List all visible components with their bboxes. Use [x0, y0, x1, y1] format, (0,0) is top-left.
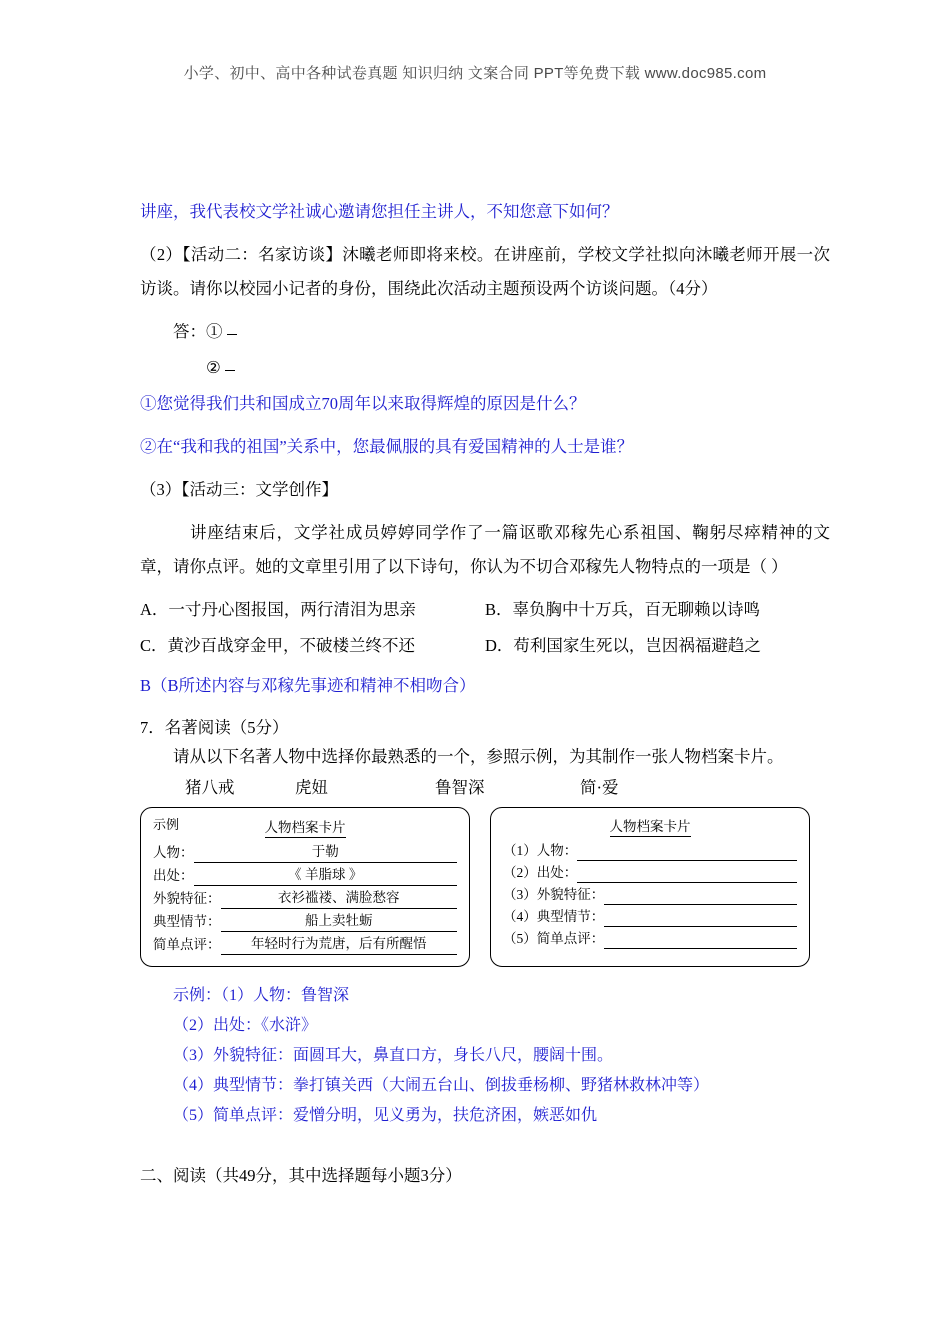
- card-sample-label-comment: 简单点评：: [153, 937, 221, 952]
- card-sample-value-person: 于勒: [194, 841, 458, 863]
- card-sample-label-person: 人物：: [153, 845, 194, 860]
- answer-label-1: 答：①: [173, 322, 223, 341]
- sample-answer-line-5: （5）简单点评：爱憎分明，见义勇为，扶危济困，嫉恶如仇: [173, 1107, 598, 1124]
- card-sample-value-comment: 年轻时行为荒唐，后有所醒悟: [221, 933, 458, 955]
- sample-answer-line-1: 示例：（1）人物：鲁智深: [173, 987, 350, 1004]
- question-7-instruction: 请从以下名著人物中选择你最熟悉的一个，参照示例，为其制作一张人物档案卡片。: [173, 747, 784, 766]
- option-d: D．苟利国家生死以，岂因祸福避趋之: [485, 636, 761, 655]
- card-blank-value-plot[interactable]: [604, 907, 797, 927]
- answer-line-2: [140, 351, 830, 385]
- card-sample-label-plot: 典型情节：: [153, 914, 221, 929]
- document-content: [140, 195, 830, 1191]
- card-blank-row-source[interactable]: [503, 862, 797, 883]
- section-two-heading: 二、阅读（共49分，其中选择题每小题3分）: [140, 1166, 462, 1185]
- blue-answer-1: ①您觉得我们共和国成立70周年以来取得辉煌的原因是什么？: [140, 394, 586, 413]
- card-blank-value-appearance[interactable]: [604, 885, 797, 905]
- sample-answer-line-3: （3）外貌特征：面圆耳大，鼻直口方，身长八尺，腰阔十围。: [173, 1047, 614, 1064]
- paragraph-invite-continuation: 讲座，我代表校文学社诚心邀请您担任主讲人，不知您意下如何？: [140, 202, 619, 221]
- blue-answer-2: ②在“我和我的祖国”关系中，您最佩服的具有爱国精神的人士是谁？: [140, 437, 634, 456]
- card-blank-row-comment[interactable]: [503, 928, 797, 949]
- paragraph-activity-two: （2）【活动二：名家访谈】沐曦老师即将来校。在讲座前，学校文学社拟向沐曦老师开展一次访谈。请你以校园小记者的身份，围绕此次活动主题预设两个访谈问题。（4分）: [140, 245, 830, 298]
- card-sample-label-appearance: 外貌特征：: [153, 891, 221, 906]
- character-name-3: 简·爱: [580, 778, 619, 797]
- character-name-2: 鲁智深: [435, 778, 485, 797]
- answer-choice-b: B（B所述内容与邓稼先事迹和精神不相吻合）: [140, 676, 476, 695]
- card-sample-value-plot: 船上卖牡蛎: [221, 910, 458, 932]
- option-a: A．一寸丹心图报国，两行清泪为思亲: [140, 600, 416, 619]
- card-blank-row-person[interactable]: [503, 840, 797, 861]
- card-blank-title: 人物档案卡片: [610, 817, 691, 837]
- character-name-0: 猪八戒: [185, 778, 235, 797]
- header-advertisement: 小学、初中、高中各种试卷真题 知识归纳 文案合同 PPT等免费下载 www.doc985.com: [183, 65, 767, 82]
- card-sample-row-appearance: [153, 887, 457, 909]
- card-blank-value-person[interactable]: [577, 841, 797, 861]
- card-blank-label-person: （1）人物：: [503, 843, 578, 858]
- card-blank-row-plot[interactable]: [503, 906, 797, 927]
- card-blank-label-comment: （5）简单点评：: [503, 931, 605, 946]
- character-card-sample: [140, 807, 470, 967]
- character-card-blank[interactable]: [490, 807, 810, 967]
- card-sample-title: 人物档案卡片: [265, 818, 346, 838]
- option-row-ab: [140, 593, 830, 627]
- option-row-cd: [140, 629, 830, 663]
- card-sample-value-appearance: 衣衫褴褛、满脸愁容: [221, 887, 458, 909]
- card-blank-label-source: （2）出处：: [503, 865, 578, 880]
- card-blank-value-comment[interactable]: [604, 929, 797, 949]
- card-sample-row-person: [153, 841, 457, 863]
- card-blank-label-appearance: （3）外貌特征：: [503, 887, 605, 902]
- option-b: B．辜负胸中十万兵，百无聊赖以诗鸣: [485, 600, 761, 619]
- card-blank-title-wrap: [503, 816, 797, 837]
- card-sample-label-source: 出处：: [153, 868, 194, 883]
- answer-label-2: ②: [206, 358, 221, 377]
- card-sample-title-wrap: [153, 817, 457, 838]
- character-name-1: 虎妞: [295, 778, 328, 797]
- sample-answer-block: [140, 981, 830, 1131]
- sample-answer-line-2: （2）出处：《水浒》: [173, 1017, 318, 1034]
- card-sample-tag: 示例: [153, 817, 180, 832]
- paragraph-activity-three-title: （3）【活动三：文学创作】: [140, 480, 338, 499]
- answer-underline-1: [227, 334, 237, 335]
- character-name-list: [140, 773, 830, 803]
- card-blank-label-plot: （4）典型情节：: [503, 909, 605, 924]
- card-blank-value-source[interactable]: [577, 863, 797, 883]
- answer-line-1: [140, 315, 830, 349]
- paragraph-activity-three-body: 讲座结束后，文学社成员婷婷同学作了一篇讴歌邓稼先心系祖国、鞠躬尽瘁精神的文章，请你点评。她的文章里引用了以下诗句，你认为不切合邓稼先人物特点的一项是（ ）: [140, 523, 830, 576]
- question-7-title: 7．名著阅读（5分）: [140, 718, 289, 737]
- answer-underline-2: [225, 370, 235, 371]
- card-sample-row-comment: [153, 933, 457, 955]
- card-sample-row-source: [153, 864, 457, 886]
- character-card-container: [140, 807, 830, 967]
- card-sample-row-plot: [153, 910, 457, 932]
- option-c: C．黄沙百战穿金甲，不破楼兰终不还: [140, 636, 416, 655]
- card-sample-value-source: 《 羊脂球 》: [194, 864, 458, 886]
- card-blank-row-appearance[interactable]: [503, 884, 797, 905]
- sample-answer-line-4: （4）典型情节：拳打镇关西（大闹五台山、倒拔垂杨柳、野猪林救林冲等）: [173, 1077, 710, 1094]
